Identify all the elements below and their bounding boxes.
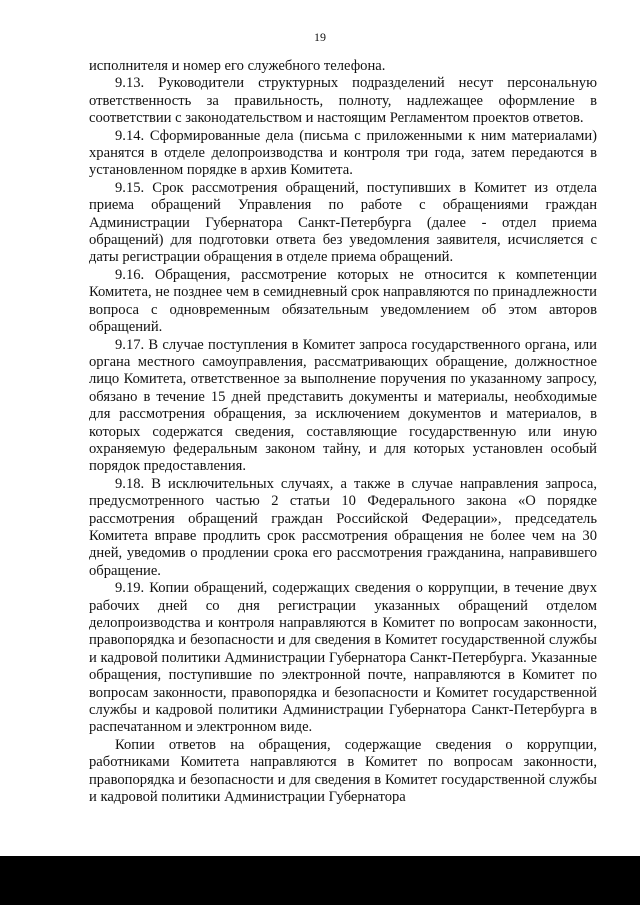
paragraph-9-16: 9.16. Обращения, рассмотрение которых не относится к компетенции Комитета, не позднее чем в семидневный срок направляются по принадлежности вопроса с одновременным обязательным уведомлением об этом авторов обращений.: [89, 266, 597, 336]
paragraph-9-18: 9.18. В исключительных случаях, а также в случае направления запроса, предусмотренного частью 2 статьи 10 Федерального закона «О порядке рассмотрения обращений граждан Российской Федерации», председатель Комитета вправе продлить срок рассмотрения обращения не более чем на 30 дней, уведомив о продлении срока его рассмотрения гражданина, направившего обращение.: [89, 475, 597, 579]
paragraph-9-14: 9.14. Сформированные дела (письма с приложенными к ним материалами) хранятся в отделе делопроизводства и контроля три года, затем передаются в установленном порядке в архив Комитета.: [89, 127, 597, 179]
document-body: [89, 58, 597, 806]
paragraph-9-19-copies: Копии ответов на обращения, содержащие сведения о коррупции, работниками Комитета направляются в Комитет по вопросам законности, правопорядка и безопасности и для сведения в Комитет государственной службы и кадровой политики Администрации Губернатора: [89, 736, 597, 806]
paragraph-9-17: 9.17. В случае поступления в Комитет запроса государственного органа, или органа местного самоуправления, рассматривающих обращение, должностное лицо Комитета, ответственное за выполнение поручения по указанному запросу, обязано в течение 15 дней представить документы и материалы, необходимые для рассмотрения обращения, за исключением документов и материалов, в которых содержатся сведения, составляющие государственную или иную охраняемую федеральным законом тайну, и для которых установлен особый порядок предоставления.: [89, 336, 597, 475]
paragraph-9-13: 9.13. Руководители структурных подразделений несут персональную ответственность за правильность, полноту, надлежащее оформление в соответствии с законодательством и настоящим Регламентом проектов ответов.: [89, 75, 597, 127]
paragraph-9-15: 9.15. Срок рассмотрения обращений, поступивших в Комитет из отдела приема обращений Управления по работе с обращениями граждан Администрации Губернатора Санкт-Петербурга (далее - отдел приема обращений) для подготовки ответа без уведомления заявителя, исчисляется с даты регистрации обращения в отделе приема обращений.: [89, 179, 597, 266]
scan-bottom-edge: [0, 856, 640, 905]
paragraph-continuation: исполнителя и номер его служебного телефона.: [89, 58, 386, 74]
paragraph-9-19: 9.19. Копии обращений, содержащих сведения о коррупции, в течение двух рабочих дней со дня регистрации указанных обращений отделом делопроизводства и контроля направляются в Комитет по вопросам законности, правопорядка и безопасности и для сведения в Комитет государственной службы и кадровой политики Администрации Губернатора Санкт-Петербурга. Указанные обращения, поступившие по электронной почте, направляются в Комитет по вопросам законности, правопорядка и безопасности и Комитет государственной службы и кадровой политики Администрации Губернатора Санкт-Петербурга в распечатанном и электронном виде.: [89, 580, 597, 736]
page-number: 19: [314, 30, 326, 44]
